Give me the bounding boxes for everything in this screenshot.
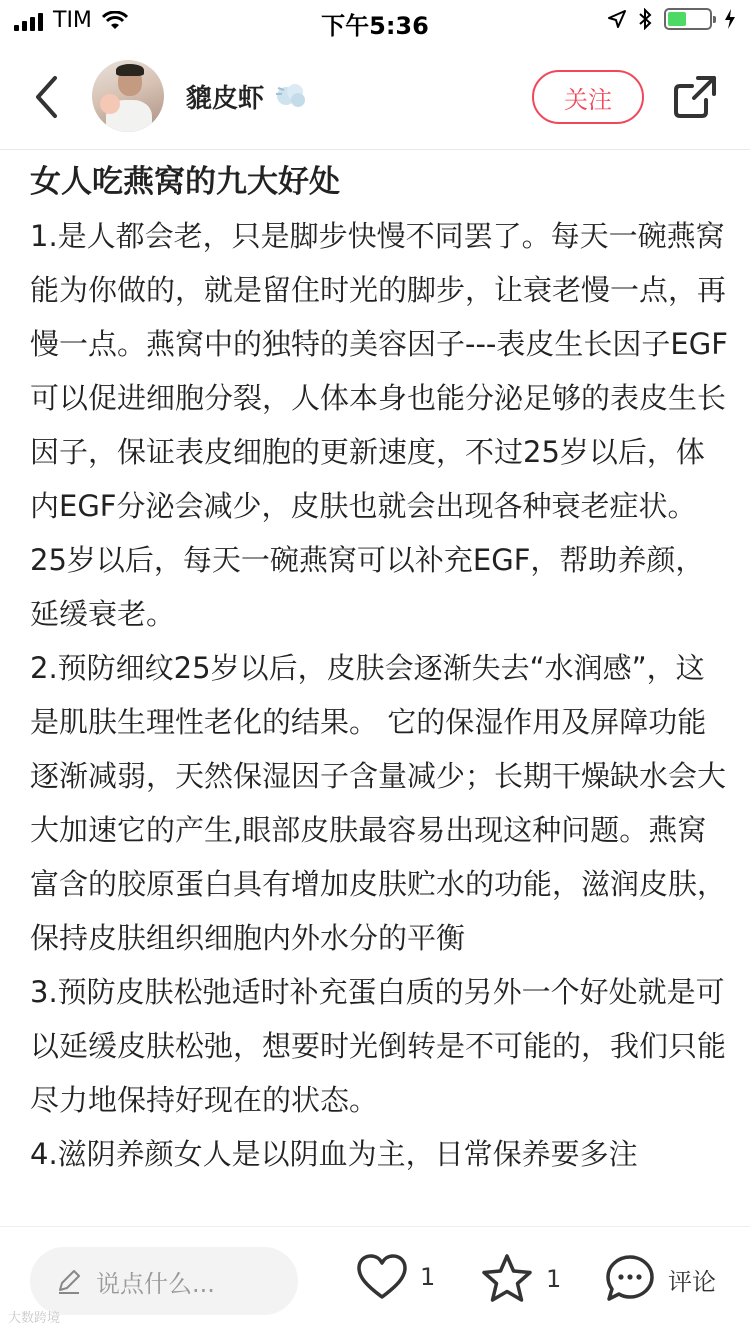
follow-button[interactable]: [532, 70, 644, 124]
share-icon: [672, 74, 718, 120]
comment-label: 评论: [668, 1267, 716, 1296]
chevron-left-icon: [33, 75, 59, 119]
heart-icon: [356, 1253, 408, 1301]
post-header: [0, 44, 750, 150]
article-body: [30, 209, 730, 1181]
article-paragraph: 3.预防皮肤松弛适时补充蛋白质的另外一个好处就是可以延缓皮肤松弛，想要时光倒转是不可能的，我们只能尽力地保持好现在的状态。: [30, 975, 727, 1117]
location-icon: [608, 10, 626, 28]
watermark: [8, 1307, 60, 1326]
article-title: 女人吃燕窝的九大好处: [30, 164, 340, 200]
author-avatar[interactable]: [92, 60, 164, 132]
star-icon: [480, 1253, 534, 1305]
collect-count: 1: [546, 1265, 562, 1293]
bluetooth-icon: [638, 8, 652, 30]
watermark-text: 大数跨境: [8, 1311, 61, 1326]
comment-button[interactable]: [604, 1253, 716, 1305]
article-paragraph: 4.滋阴养颜女人是以阴血为主，日常保养要多注: [30, 1137, 638, 1171]
collect-button[interactable]: [480, 1253, 561, 1305]
cloud-badge-icon: [272, 80, 308, 114]
article-content: [30, 155, 730, 1225]
share-button[interactable]: [672, 74, 718, 120]
comment-placeholder: 说点什么...: [96, 1269, 215, 1298]
follow-button-label: 关注: [564, 85, 612, 114]
chat-bubble-icon: [604, 1253, 656, 1305]
like-button[interactable]: [356, 1253, 435, 1301]
author-name[interactable]: 貔皮虾: [186, 84, 265, 114]
back-button[interactable]: [26, 72, 66, 122]
article-paragraph: 1.是人都会老，只是脚步快慢不同罢了。每天一碗燕窝能为你做的，就是留住时光的脚步，让衰老慢一点，再慢一点。燕窝中的独特的美容因子---表皮生长因子EGF可以促进细胞分裂，人体本身也能分泌足够的表皮生长因子，保证表皮细胞的更新速度，不过25岁以后，体内EGF分泌会减少，皮肤也就会出现各种衰老症状。25岁以后，每天一碗燕窝可以补充EGF，帮助养颜，延缓衰老。: [30, 219, 728, 631]
status-bar: [0, 0, 750, 40]
bottom-action-bar: [0, 1226, 750, 1334]
carrier-label: TIM: [53, 8, 92, 33]
status-time: 下午5:36: [321, 12, 429, 40]
status-right: [608, 8, 736, 30]
battery-icon: [664, 8, 712, 30]
like-count: 1: [420, 1263, 436, 1291]
comment-input[interactable]: [30, 1247, 298, 1315]
pencil-icon: [56, 1268, 82, 1294]
article-paragraph: 2.预防细纹25岁以后，皮肤会逐渐失去“水润感”，这是肌肤生理性老化的结果。 它的保湿作用及屏障功能逐渐减弱，天然保湿因子含量减少；长期干燥缺水会大大加速它的产生,眼部皮肤最容易出现这种问题。燕窝富含的胶原蛋白具有增加皮肤贮水的功能，滋润皮肤，保持皮肤组织细胞内外水分的平衡: [30, 651, 727, 955]
charging-icon: [724, 9, 736, 29]
